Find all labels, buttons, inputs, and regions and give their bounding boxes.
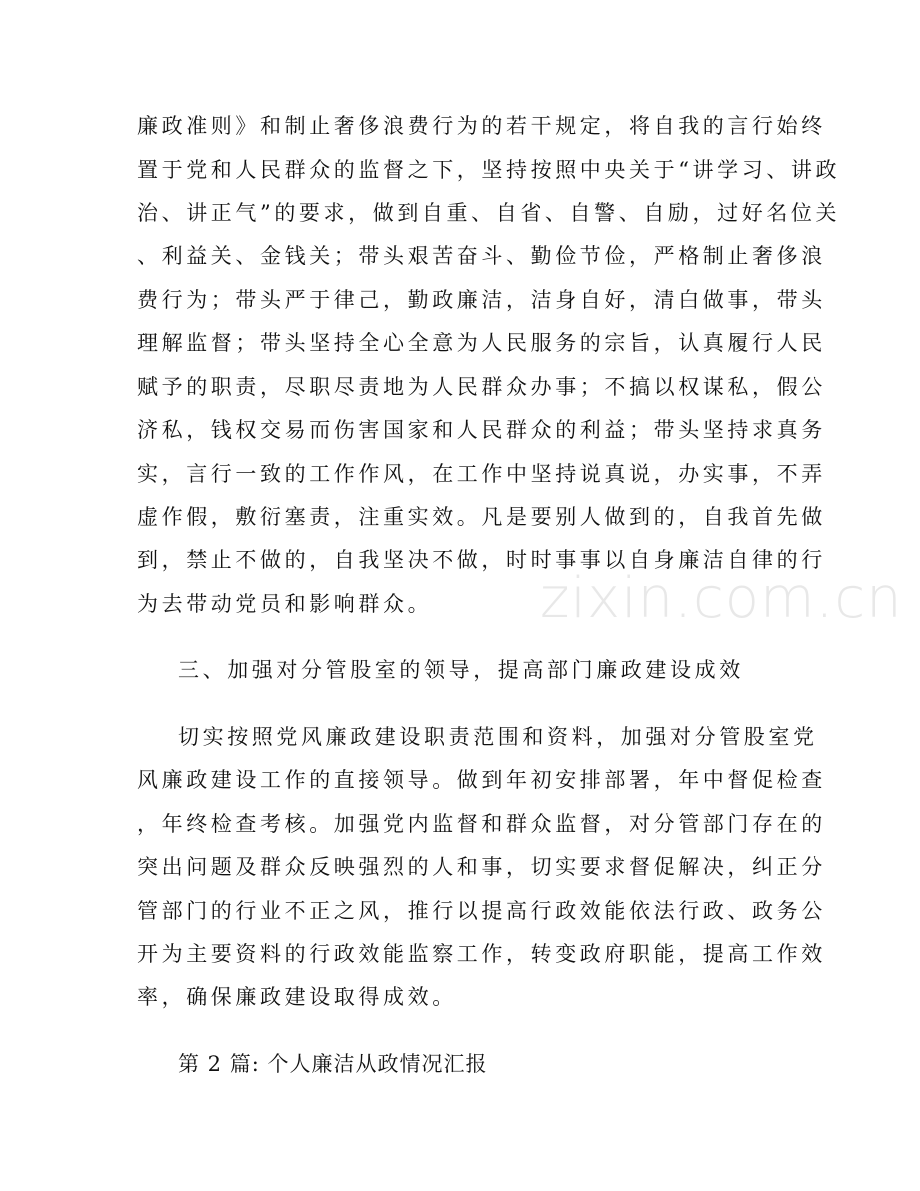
text-line: 管部门的行业不正之风，推行以提高行政效能依法行政、政务公 (137, 899, 826, 923)
section-heading: 三、加强对分管股室的领导，提高部门廉政建设成效 (178, 658, 744, 682)
text-line: 突出问题及群众反映强烈的人和事，切实要求督促解决，纠正分 (137, 855, 826, 879)
text-line: 费行为；带头严于律己，勤政廉洁，洁身自好，清白做事，带头 (137, 288, 826, 312)
text-line: 廉政准则》和制止奢侈浪费行为的若干规定，将自我的言行始终 (137, 114, 826, 138)
chapter-title: 第 2 篇: 个人廉洁从政情况汇报 (178, 1052, 488, 1076)
text-line: 置于党和人民群众的监督之下，坚持按照中央关于“讲学习、讲政 (137, 158, 841, 182)
text-line: 为去带动党员和影响群众。 (137, 592, 433, 616)
text-line: ，年终检查考核。加强党内监督和群众监督，对分管部门存在的 (137, 812, 826, 836)
text-line: 到，禁止不做的，自我坚决不做，时时事事以自身廉洁自律的行 (137, 548, 826, 572)
text-line: 实，言行一致的工作作风，在工作中坚持说真说，办实事，不弄 (137, 462, 826, 486)
text-line: 赋予的职责，尽职尽责地为人民群众办事；不搞以权谋私，假公 (137, 375, 826, 399)
text-line: 率，确保廉政建设取得成效。 (137, 985, 457, 1009)
text-line: 治、讲正气”的要求，做到自重、自省、自警、自励，过好名位关 (137, 201, 841, 225)
text-line: 开为主要资料的行政效能监察工作，转变政府职能，提高工作效 (137, 942, 826, 966)
text-line: 、利益关、金钱关；带头艰苦奋斗、勤俭节俭，严格制止奢侈浪 (137, 244, 826, 268)
text-line: 理解监督；带头坚持全心全意为人民服务的宗旨，认真履行人民 (137, 331, 826, 355)
text-line: 风廉政建设工作的直接领导。做到年初安排部署，年中督促检查 (137, 768, 826, 792)
text-line: 济私，钱权交易而伤害国家和人民群众的利益；带头坚持求真务 (137, 418, 826, 442)
text-line: 切实按照党风廉政建设职责范围和资料，加强对分管股室党 (178, 725, 818, 749)
text-line: 虚作假，敷衍塞责，注重实效。凡是要别人做到的，自我首先做 (137, 505, 826, 529)
watermark: zixin.com.cn (540, 566, 903, 631)
